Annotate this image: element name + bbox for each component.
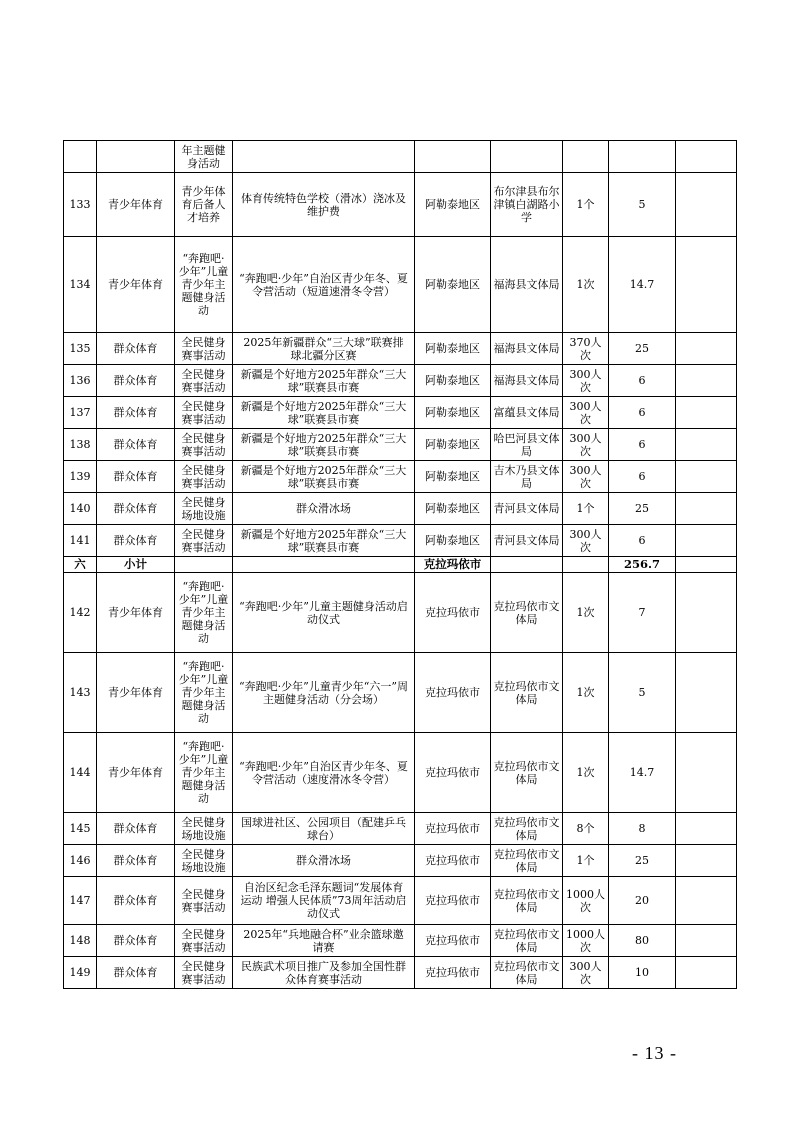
cell-unit: 吉木乃县文体局 xyxy=(491,461,563,493)
cell-content: 2025年“兵地融合杯”业余篮球邀请赛 xyxy=(233,925,415,957)
cell-note xyxy=(676,845,737,877)
cell-qty: 300人次 xyxy=(563,365,609,397)
cell-amount: 25 xyxy=(609,845,676,877)
cell-content: “奔跑吧·少年”儿童青少年“六一”周主题健身活动（分会场） xyxy=(233,653,415,733)
cell-no: 135 xyxy=(64,333,97,365)
cell-cat: 群众体育 xyxy=(97,365,175,397)
cell-qty: 1000人次 xyxy=(563,925,609,957)
cell-amount: 7 xyxy=(609,573,676,653)
page-number: - 13 - xyxy=(632,1043,677,1063)
cell-region: 克拉玛依市 xyxy=(415,877,491,925)
cell-unit: 福海县文体局 xyxy=(491,333,563,365)
cell-cat: 群众体育 xyxy=(97,877,175,925)
cell-content: 群众滑冰场 xyxy=(233,845,415,877)
cell-no xyxy=(64,141,97,173)
cell-note xyxy=(676,573,737,653)
cell-unit: 克拉玛依市文体局 xyxy=(491,733,563,813)
cell-amount: 10 xyxy=(609,957,676,989)
cell-region: 克拉玛依市 xyxy=(415,573,491,653)
cell-type: 全民健身赛事活动 xyxy=(175,877,233,925)
cell-cat: 群众体育 xyxy=(97,397,175,429)
cell-no: 139 xyxy=(64,461,97,493)
cell-unit: 克拉玛依市文体局 xyxy=(491,877,563,925)
cell-no: 148 xyxy=(64,925,97,957)
cell-region: 克拉玛依市 xyxy=(415,957,491,989)
table-row xyxy=(64,525,737,557)
cell-cat: 群众体育 xyxy=(97,925,175,957)
cell-amount: 14.7 xyxy=(609,733,676,813)
cell-type: 全民健身赛事活动 xyxy=(175,525,233,557)
cell-no: 140 xyxy=(64,493,97,525)
cell-cat: 青少年体育 xyxy=(97,573,175,653)
cell-content xyxy=(233,141,415,173)
cell-unit: 克拉玛依市文体局 xyxy=(491,925,563,957)
cell-type: 全民健身赛事活动 xyxy=(175,461,233,493)
cell-region: 阿勒泰地区 xyxy=(415,525,491,557)
cell-amount: 6 xyxy=(609,429,676,461)
cell-content: 新疆是个好地方2025年群众“三大球”联赛县市赛 xyxy=(233,397,415,429)
cell-note xyxy=(676,461,737,493)
cell-region: 克拉玛依市 xyxy=(415,925,491,957)
cell-note xyxy=(676,173,737,237)
cell-type: 全民健身场地设施 xyxy=(175,813,233,845)
cell-content: 群众滑冰场 xyxy=(233,493,415,525)
cell-content: 民族武术项目推广及参加全国性群众体育赛事活动 xyxy=(233,957,415,989)
cell-amount: 5 xyxy=(609,173,676,237)
cell-qty: 1次 xyxy=(563,237,609,333)
table-row xyxy=(64,877,737,925)
cell-cat: 群众体育 xyxy=(97,525,175,557)
cell-type: 全民健身赛事活动 xyxy=(175,957,233,989)
cell-qty: 300人次 xyxy=(563,461,609,493)
subtotal-empty xyxy=(563,557,609,573)
table-row xyxy=(64,461,737,493)
cell-qty: 1次 xyxy=(563,573,609,653)
cell-cat: 群众体育 xyxy=(97,813,175,845)
subtotal-row xyxy=(64,557,737,573)
cell-content: “奔跑吧·少年”自治区青少年冬、夏令营活动（短道速滑冬令营） xyxy=(233,237,415,333)
subtotal-amount: 256.7 xyxy=(609,557,676,573)
cell-no: 137 xyxy=(64,397,97,429)
cell-type: 全民健身赛事活动 xyxy=(175,925,233,957)
cell-unit: 哈巴河县文体局 xyxy=(491,429,563,461)
cell-amount: 20 xyxy=(609,877,676,925)
cell-unit: 克拉玛依市文体局 xyxy=(491,573,563,653)
cell-amount: 25 xyxy=(609,333,676,365)
cell-cat: 群众体育 xyxy=(97,493,175,525)
cell-type: “奔跑吧·少年”儿童青少年主题健身活动 xyxy=(175,733,233,813)
cell-content: 国球进社区、公园项目（配建乒乓球台） xyxy=(233,813,415,845)
cell-no: 138 xyxy=(64,429,97,461)
cell-type: 全民健身赛事活动 xyxy=(175,333,233,365)
cell-cat xyxy=(97,141,175,173)
subtotal-empty xyxy=(676,557,737,573)
cell-unit: 克拉玛依市文体局 xyxy=(491,957,563,989)
cell-note xyxy=(676,397,737,429)
cell-no: 143 xyxy=(64,653,97,733)
table-row xyxy=(64,397,737,429)
cell-note xyxy=(676,237,737,333)
cell-type: 全民健身赛事活动 xyxy=(175,365,233,397)
cell-region: 克拉玛依市 xyxy=(415,653,491,733)
cell-unit xyxy=(491,141,563,173)
cell-amount: 6 xyxy=(609,525,676,557)
cell-cat: 群众体育 xyxy=(97,957,175,989)
cell-type: 年主题健身活动 xyxy=(175,141,233,173)
cell-note xyxy=(676,493,737,525)
cell-amount: 6 xyxy=(609,461,676,493)
table-row xyxy=(64,333,737,365)
table-row xyxy=(64,429,737,461)
table-row xyxy=(64,141,737,173)
cell-no: 147 xyxy=(64,877,97,925)
cell-type: 全民健身场地设施 xyxy=(175,493,233,525)
cell-content: “奔跑吧·少年”自治区青少年冬、夏令营活动（速度滑冰冬令营） xyxy=(233,733,415,813)
cell-content: 2025年新疆群众“三大球”联赛排球北疆分区赛 xyxy=(233,333,415,365)
cell-no: 134 xyxy=(64,237,97,333)
cell-cat: 群众体育 xyxy=(97,429,175,461)
cell-cat: 群众体育 xyxy=(97,461,175,493)
cell-type: 青少年体育后备人才培养 xyxy=(175,173,233,237)
cell-note xyxy=(676,813,737,845)
cell-cat: 青少年体育 xyxy=(97,237,175,333)
cell-type: “奔跑吧·少年”儿童青少年主题健身活动 xyxy=(175,573,233,653)
cell-unit: 克拉玛依市文体局 xyxy=(491,653,563,733)
table-row xyxy=(64,957,737,989)
cell-amount: 6 xyxy=(609,365,676,397)
cell-qty: 300人次 xyxy=(563,957,609,989)
cell-qty: 1个 xyxy=(563,493,609,525)
cell-region: 阿勒泰地区 xyxy=(415,493,491,525)
table-row xyxy=(64,573,737,653)
table-row xyxy=(64,813,737,845)
cell-note xyxy=(676,653,737,733)
cell-unit: 克拉玛依市文体局 xyxy=(491,813,563,845)
cell-unit: 富蕴县文体局 xyxy=(491,397,563,429)
subtotal-label: 小计 xyxy=(97,557,175,573)
cell-content: 新疆是个好地方2025年群众“三大球”联赛县市赛 xyxy=(233,365,415,397)
cell-no: 133 xyxy=(64,173,97,237)
table-row xyxy=(64,925,737,957)
cell-qty: 1次 xyxy=(563,653,609,733)
cell-type: 全民健身赛事活动 xyxy=(175,397,233,429)
cell-note xyxy=(676,365,737,397)
cell-unit: 青河县文体局 xyxy=(491,525,563,557)
cell-unit: 克拉玛依市文体局 xyxy=(491,845,563,877)
cell-cat: 群众体育 xyxy=(97,845,175,877)
table-row xyxy=(64,173,737,237)
cell-cat: 青少年体育 xyxy=(97,173,175,237)
cell-note xyxy=(676,141,737,173)
cell-qty: 300人次 xyxy=(563,397,609,429)
cell-no: 142 xyxy=(64,573,97,653)
cell-amount: 6 xyxy=(609,397,676,429)
table-body xyxy=(64,141,737,989)
cell-qty: 300人次 xyxy=(563,525,609,557)
cell-amount: 80 xyxy=(609,925,676,957)
cell-region: 阿勒泰地区 xyxy=(415,237,491,333)
table-row xyxy=(64,733,737,813)
cell-amount: 14.7 xyxy=(609,237,676,333)
cell-note xyxy=(676,333,737,365)
table-row xyxy=(64,493,737,525)
cell-no: 141 xyxy=(64,525,97,557)
subtotal-region: 克拉玛依市 xyxy=(415,557,491,573)
cell-no: 144 xyxy=(64,733,97,813)
cell-qty: 1个 xyxy=(563,173,609,237)
cell-note xyxy=(676,925,737,957)
cell-content: 新疆是个好地方2025年群众“三大球”联赛县市赛 xyxy=(233,525,415,557)
cell-unit: 福海县文体局 xyxy=(491,365,563,397)
cell-content: 新疆是个好地方2025年群众“三大球”联赛县市赛 xyxy=(233,429,415,461)
cell-amount: 5 xyxy=(609,653,676,733)
cell-note xyxy=(676,429,737,461)
cell-region: 克拉玛依市 xyxy=(415,813,491,845)
cell-qty: 8个 xyxy=(563,813,609,845)
project-table xyxy=(63,140,737,989)
cell-region: 阿勒泰地区 xyxy=(415,461,491,493)
cell-unit: 青河县文体局 xyxy=(491,493,563,525)
cell-qty xyxy=(563,141,609,173)
table-row xyxy=(64,653,737,733)
cell-region: 阿勒泰地区 xyxy=(415,333,491,365)
cell-region: 阿勒泰地区 xyxy=(415,173,491,237)
cell-content: 体育传统特色学校（滑冰）浇冰及维护费 xyxy=(233,173,415,237)
cell-cat: 青少年体育 xyxy=(97,653,175,733)
cell-note xyxy=(676,733,737,813)
cell-amount xyxy=(609,141,676,173)
cell-note xyxy=(676,957,737,989)
cell-region: 克拉玛依市 xyxy=(415,733,491,813)
subtotal-no: 六 xyxy=(64,557,97,573)
cell-amount: 8 xyxy=(609,813,676,845)
cell-note xyxy=(676,525,737,557)
table-row xyxy=(64,365,737,397)
cell-region: 克拉玛依市 xyxy=(415,845,491,877)
cell-cat: 群众体育 xyxy=(97,333,175,365)
cell-unit: 福海县文体局 xyxy=(491,237,563,333)
cell-no: 145 xyxy=(64,813,97,845)
subtotal-empty xyxy=(175,557,233,573)
cell-qty: 300人次 xyxy=(563,429,609,461)
cell-content: “奔跑吧·少年”儿童主题健身活动启动仪式 xyxy=(233,573,415,653)
cell-no: 146 xyxy=(64,845,97,877)
cell-region: 阿勒泰地区 xyxy=(415,429,491,461)
cell-region: 阿勒泰地区 xyxy=(415,365,491,397)
subtotal-empty xyxy=(233,557,415,573)
cell-content: 新疆是个好地方2025年群众“三大球”联赛县市赛 xyxy=(233,461,415,493)
cell-qty: 1000人次 xyxy=(563,877,609,925)
cell-note xyxy=(676,877,737,925)
cell-type: “奔跑吧·少年”儿童青少年主题健身活动 xyxy=(175,237,233,333)
cell-unit: 布尔津县布尔津镇白湖路小学 xyxy=(491,173,563,237)
cell-type: 全民健身赛事活动 xyxy=(175,429,233,461)
subtotal-empty xyxy=(491,557,563,573)
cell-qty: 370人次 xyxy=(563,333,609,365)
table-row xyxy=(64,845,737,877)
cell-region xyxy=(415,141,491,173)
cell-type: 全民健身场地设施 xyxy=(175,845,233,877)
table-row xyxy=(64,237,737,333)
cell-cat: 青少年体育 xyxy=(97,733,175,813)
cell-content: 自治区纪念毛泽东题词“发展体育运动 增强人民体质”73周年活动启动仪式 xyxy=(233,877,415,925)
cell-amount: 25 xyxy=(609,493,676,525)
cell-no: 149 xyxy=(64,957,97,989)
cell-qty: 1个 xyxy=(563,845,609,877)
cell-type: “奔跑吧·少年”儿童青少年主题健身活动 xyxy=(175,653,233,733)
cell-qty: 1次 xyxy=(563,733,609,813)
cell-region: 阿勒泰地区 xyxy=(415,397,491,429)
cell-no: 136 xyxy=(64,365,97,397)
